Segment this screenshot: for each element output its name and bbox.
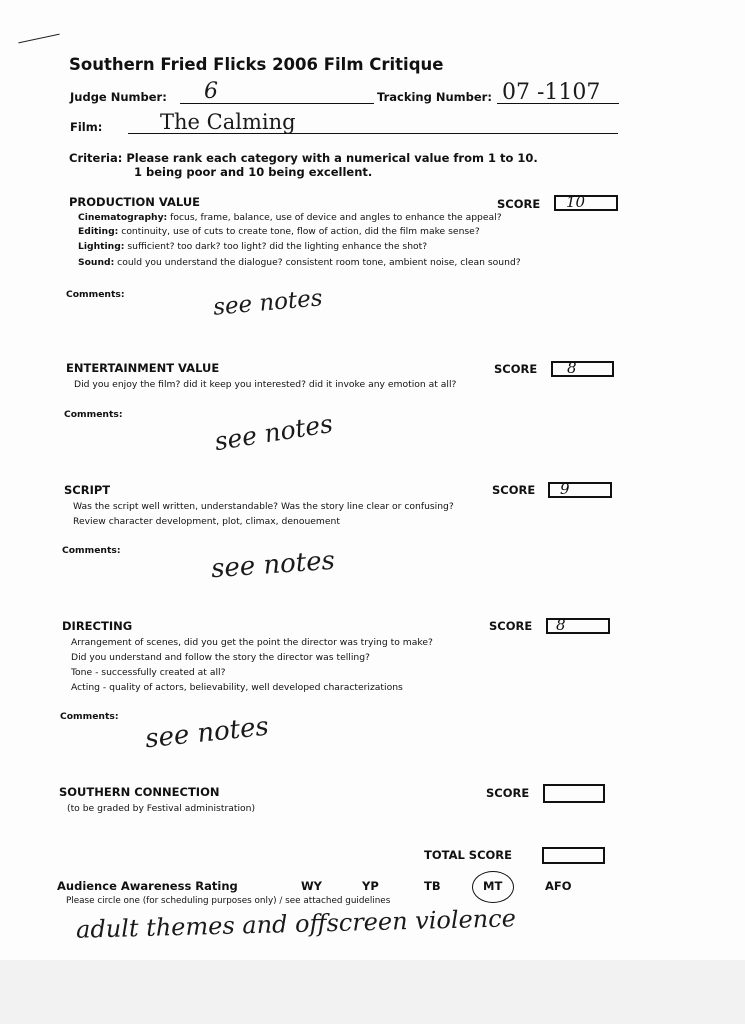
- judge-number-value[interactable]: 6: [204, 79, 218, 104]
- directing-score-value: 8: [556, 616, 566, 634]
- entertainment-line-1: Did you enjoy the film? did it keep you interested? did it invoke any emotion at all?: [74, 379, 457, 390]
- audience-rating-label: Audience Awareness Rating: [57, 879, 238, 893]
- cinematography-term: Cinematography:: [78, 212, 168, 223]
- film-value[interactable]: The Calming: [160, 110, 296, 134]
- directing-heading: DIRECTING: [62, 619, 133, 633]
- production-line-sound: [78, 257, 521, 268]
- form-title: Southern Fried Flicks 2006 Film Critique: [69, 55, 444, 74]
- sound-text: could you understand the dialogue? consistent room tone, ambient noise, clean sound?: [114, 257, 521, 268]
- entertainment-score-value: 8: [567, 359, 577, 377]
- rating-option-mt[interactable]: MT: [483, 879, 503, 893]
- rating-option-wy[interactable]: WY: [301, 879, 323, 893]
- directing-line-4: Acting - quality of actors, believability, well developed characterizations: [71, 682, 403, 693]
- script-line-2: Review character development, plot, climax, denouement: [73, 516, 340, 527]
- script-score-box[interactable]: [548, 482, 612, 498]
- entertainment-score-label: SCORE: [494, 362, 538, 376]
- editing-term: Editing:: [78, 226, 119, 237]
- directing-score-label: SCORE: [489, 619, 533, 633]
- script-line-1: Was the script well written, understandable? Was the story line clear or confusing?: [73, 501, 454, 512]
- editing-text: continuity, use of cuts to create tone, flow of action, did the film make sense?: [118, 226, 480, 237]
- entertainment-score-box[interactable]: [551, 361, 614, 377]
- southern-subtext: (to be graded by Festival administration): [67, 803, 256, 814]
- cinematography-text: focus, frame, balance, use of device and angles to enhance the appeal?: [167, 212, 502, 223]
- entertainment-comments-label: Comments:: [64, 409, 123, 420]
- script-heading: SCRIPT: [64, 483, 111, 497]
- production-line-editing: [78, 226, 480, 237]
- judge-number-label: Judge Number:: [70, 90, 167, 104]
- tracking-number-value[interactable]: 07 -1107: [502, 80, 601, 105]
- rating-option-tb[interactable]: TB: [424, 879, 441, 893]
- production-score-value: 10: [566, 193, 586, 211]
- script-score-value: 9: [560, 480, 570, 498]
- criteria-line-2: 1 being poor and 10 being excellent.: [134, 165, 373, 179]
- production-line-cinematography: [78, 212, 502, 223]
- film-label: Film:: [70, 120, 103, 134]
- production-heading: PRODUCTION VALUE: [69, 195, 201, 209]
- production-comment[interactable]: see notes: [212, 285, 324, 321]
- audience-handwritten-note[interactable]: adult themes and offscreen violence: [75, 904, 517, 944]
- southern-heading: SOUTHERN CONNECTION: [59, 785, 220, 799]
- directing-line-3: Tone - successfully created at all?: [71, 667, 226, 678]
- criteria-line-1: Criteria: Please rank each category with a numerical value from 1 to 10.: [69, 151, 538, 165]
- tracking-number-label: Tracking Number:: [377, 90, 492, 104]
- production-line-lighting: [78, 241, 427, 252]
- southern-score-box[interactable]: [543, 784, 605, 803]
- pen-mark: [18, 34, 59, 44]
- audience-note: Please circle one (for scheduling purposes only) / see attached guidelines: [66, 896, 391, 906]
- entertainment-comment[interactable]: see notes: [212, 408, 335, 457]
- directing-line-2: Did you understand and follow the story the director was telling?: [71, 652, 370, 663]
- sound-term: Sound:: [78, 257, 115, 268]
- southern-score-label: SCORE: [486, 786, 530, 800]
- lighting-term: Lighting:: [78, 241, 125, 252]
- production-score-label: SCORE: [497, 197, 541, 211]
- total-score-label: TOTAL SCORE: [424, 848, 513, 862]
- directing-comments-label: Comments:: [60, 711, 119, 722]
- script-score-label: SCORE: [492, 483, 536, 497]
- script-comments-label: Comments:: [62, 545, 121, 556]
- entertainment-heading: ENTERTAINMENT VALUE: [66, 361, 220, 375]
- production-score-box[interactable]: [554, 195, 618, 211]
- rating-option-yp[interactable]: YP: [362, 879, 379, 893]
- directing-line-1: Arrangement of scenes, did you get the point the director was trying to make?: [71, 637, 433, 648]
- script-comment[interactable]: see notes: [210, 545, 336, 585]
- total-score-box[interactable]: [542, 847, 605, 864]
- directing-comment[interactable]: see notes: [143, 711, 271, 755]
- lighting-text: sufficient? too dark? too light? did the lighting enhance the shot?: [124, 241, 428, 252]
- rating-selected-circle: [472, 871, 514, 903]
- rating-option-afo[interactable]: AFO: [545, 879, 572, 893]
- production-comments-label: Comments:: [66, 289, 125, 300]
